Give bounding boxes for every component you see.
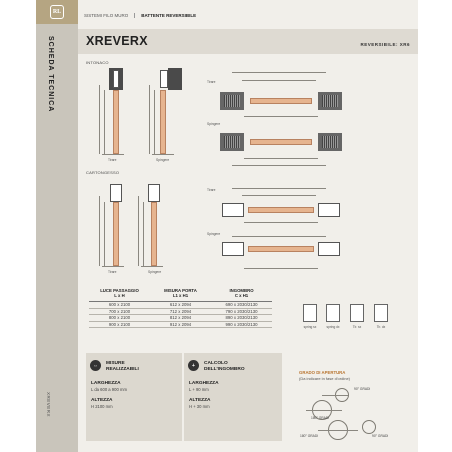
dimension-l xyxy=(244,158,318,159)
misure-altezza-label: ALTEZZA xyxy=(91,398,113,403)
door-leaf xyxy=(113,90,119,154)
grado-apertura-subtitle: (Da indicare in fase d'ordine) xyxy=(299,376,351,381)
frame-profile xyxy=(113,70,119,88)
plan-caption-tirare: Tirare xyxy=(207,80,216,84)
dimension-line xyxy=(154,90,155,154)
table-cell: 612 x 2094 xyxy=(169,302,192,308)
dimension-line xyxy=(104,202,105,266)
frame-top xyxy=(168,68,182,90)
column-header-title: MISURA PORTA xyxy=(164,288,197,293)
table-cell: 812 x 2094 xyxy=(169,315,192,321)
wall-left xyxy=(222,242,244,256)
section-label-cartongesso: CARTONGESSO xyxy=(86,170,120,175)
calcolo-larghezza-label: LARGHEZZA xyxy=(189,381,219,386)
door-tir-dx-icon xyxy=(374,304,388,322)
breadcrumb-item-battente: BATTENTE REVERSIBILE xyxy=(134,13,202,18)
misure-title-line2: REALIZZABILI xyxy=(106,366,139,372)
door-line xyxy=(318,430,358,431)
table-cell: 800 x 2100 xyxy=(108,315,131,321)
sidebar-footer: XREVERX xyxy=(46,392,51,418)
calculator-icon: + xyxy=(188,360,199,371)
calcolo-title-line2: DELL'INGOMBRO xyxy=(204,366,245,372)
swing-arc xyxy=(362,420,376,434)
ruler-icon: ⇔ xyxy=(90,360,101,371)
angle-label: 90° GRADI xyxy=(372,434,389,438)
calcolo-altezza-value: H + 30 mm xyxy=(189,404,210,409)
dimension-line xyxy=(149,85,150,154)
floor-line xyxy=(102,266,124,267)
caption-tirare: Tirare xyxy=(108,270,117,274)
brand-logo xyxy=(36,0,78,24)
floor-line xyxy=(152,154,174,155)
misure-altezza-value: H 2100 mm xyxy=(91,404,113,409)
icon-caption: Tir. dx xyxy=(376,325,386,329)
column-header-title: LUCE PASSAGGIO xyxy=(100,288,139,293)
floor-line xyxy=(141,266,163,267)
calcolo-altezza-label: ALTEZZA xyxy=(189,398,211,403)
wall-left-texture xyxy=(224,136,240,148)
misure-larghezza-value: L da 600 a 900 mm xyxy=(91,387,127,392)
icon-caption: spring dx xyxy=(326,325,340,329)
wall-left xyxy=(222,203,244,217)
table-header xyxy=(89,288,272,302)
wall-right-texture xyxy=(322,95,338,107)
sidebar-title: SCHEDA TECNICA xyxy=(47,36,54,113)
door-plan xyxy=(248,246,314,252)
door-tir-sx-icon xyxy=(350,304,364,322)
section-label-intonaco: INTONACO xyxy=(86,60,109,65)
table-cell: 690 x 2030/2130 xyxy=(225,302,258,308)
table-cell: 790 x 2030/2130 xyxy=(225,308,258,314)
dimension-line xyxy=(138,196,139,266)
calcolo-title xyxy=(204,361,245,372)
frame-profile xyxy=(148,184,160,202)
misure-title xyxy=(106,361,139,372)
dimension-c xyxy=(232,188,326,189)
column-header xyxy=(150,288,211,298)
wall-right xyxy=(318,242,340,256)
caption-tirare: Tirare xyxy=(108,158,117,162)
frame-profile xyxy=(110,184,122,202)
misure-larghezza-label: LARGHEZZA xyxy=(91,381,121,386)
table-cell: 712 x 2094 xyxy=(169,308,192,314)
door-line xyxy=(306,410,342,411)
door-plan xyxy=(248,207,314,213)
dimension-l xyxy=(244,222,318,223)
dimension-l xyxy=(244,116,318,117)
table-cell: 990 x 2030/2130 xyxy=(225,321,258,327)
dimension-line xyxy=(99,196,100,266)
door-plan xyxy=(250,98,312,104)
breadcrumb xyxy=(78,10,202,20)
dimension-l1 xyxy=(242,195,316,196)
angle-label: 180° GRADI xyxy=(300,434,319,438)
wall-left-texture xyxy=(224,95,240,107)
column-header-title: INGOMBRO xyxy=(229,288,254,293)
breadcrumb-item-sistemi: SISTEMI FILO MURO xyxy=(84,12,129,18)
caption-spingere: Spingere xyxy=(148,270,162,274)
icon-caption: Tir. sx xyxy=(352,325,362,329)
column-header xyxy=(89,288,150,298)
frame-profile xyxy=(160,70,168,88)
door-line xyxy=(322,395,348,396)
door-leaf xyxy=(151,202,157,266)
table-cell: 900 x 2100 xyxy=(108,321,131,327)
dimension-line xyxy=(99,85,100,154)
brand-badge: RL xyxy=(50,5,64,19)
door-leaf xyxy=(113,202,119,266)
plan-caption-spingere: Spingere xyxy=(207,122,221,126)
dimension-l1 xyxy=(242,80,316,81)
icon-caption: spring sx xyxy=(303,325,317,329)
floor-line xyxy=(102,154,124,155)
grado-apertura-title: GRADO DI APERTURA xyxy=(299,370,346,375)
door-plan xyxy=(250,139,312,145)
wall-right-texture xyxy=(322,136,338,148)
misure-title-line1: MISURE xyxy=(106,361,125,366)
table-cell: 890 x 2030/2130 xyxy=(225,315,258,321)
table-cell: 600 x 2100 xyxy=(108,302,131,308)
sidebar xyxy=(36,0,78,452)
calcolo-title-line1: CALCOLO xyxy=(204,361,228,366)
page-title: XREVERX xyxy=(86,34,148,48)
door-spring-dx-icon xyxy=(326,304,340,322)
column-header-unit: C x H1 xyxy=(234,293,249,298)
table-cell: 700 x 2100 xyxy=(108,308,131,314)
door-spring-sx-icon xyxy=(303,304,317,322)
page-subtitle: REVERSIBILE: XR6 xyxy=(360,42,410,47)
dimension-l xyxy=(244,268,318,269)
dimension-line xyxy=(104,90,105,154)
angle-label: 90° GRADI xyxy=(354,387,371,391)
angle-label: 180° GRADI xyxy=(311,416,330,420)
plan-caption-tirare: Tirare xyxy=(207,188,216,192)
dimension-line xyxy=(143,202,144,266)
column-header xyxy=(211,288,272,298)
dimension-c xyxy=(232,72,326,73)
dimension-c xyxy=(232,165,326,166)
table-cell: 912 x 2094 xyxy=(169,321,192,327)
calcolo-larghezza-value: L + 90 mm xyxy=(189,387,209,392)
dimensions-table xyxy=(89,288,272,328)
table-row xyxy=(89,322,272,329)
plan-caption-spingere: Spingere xyxy=(207,232,221,236)
door-leaf xyxy=(160,90,166,154)
column-header-unit: L1 x H1 xyxy=(172,293,189,298)
wall-right xyxy=(318,203,340,217)
column-header-unit: L x H xyxy=(114,293,125,298)
caption-spingere: Spingere xyxy=(156,158,170,162)
dimension-c xyxy=(232,236,326,237)
